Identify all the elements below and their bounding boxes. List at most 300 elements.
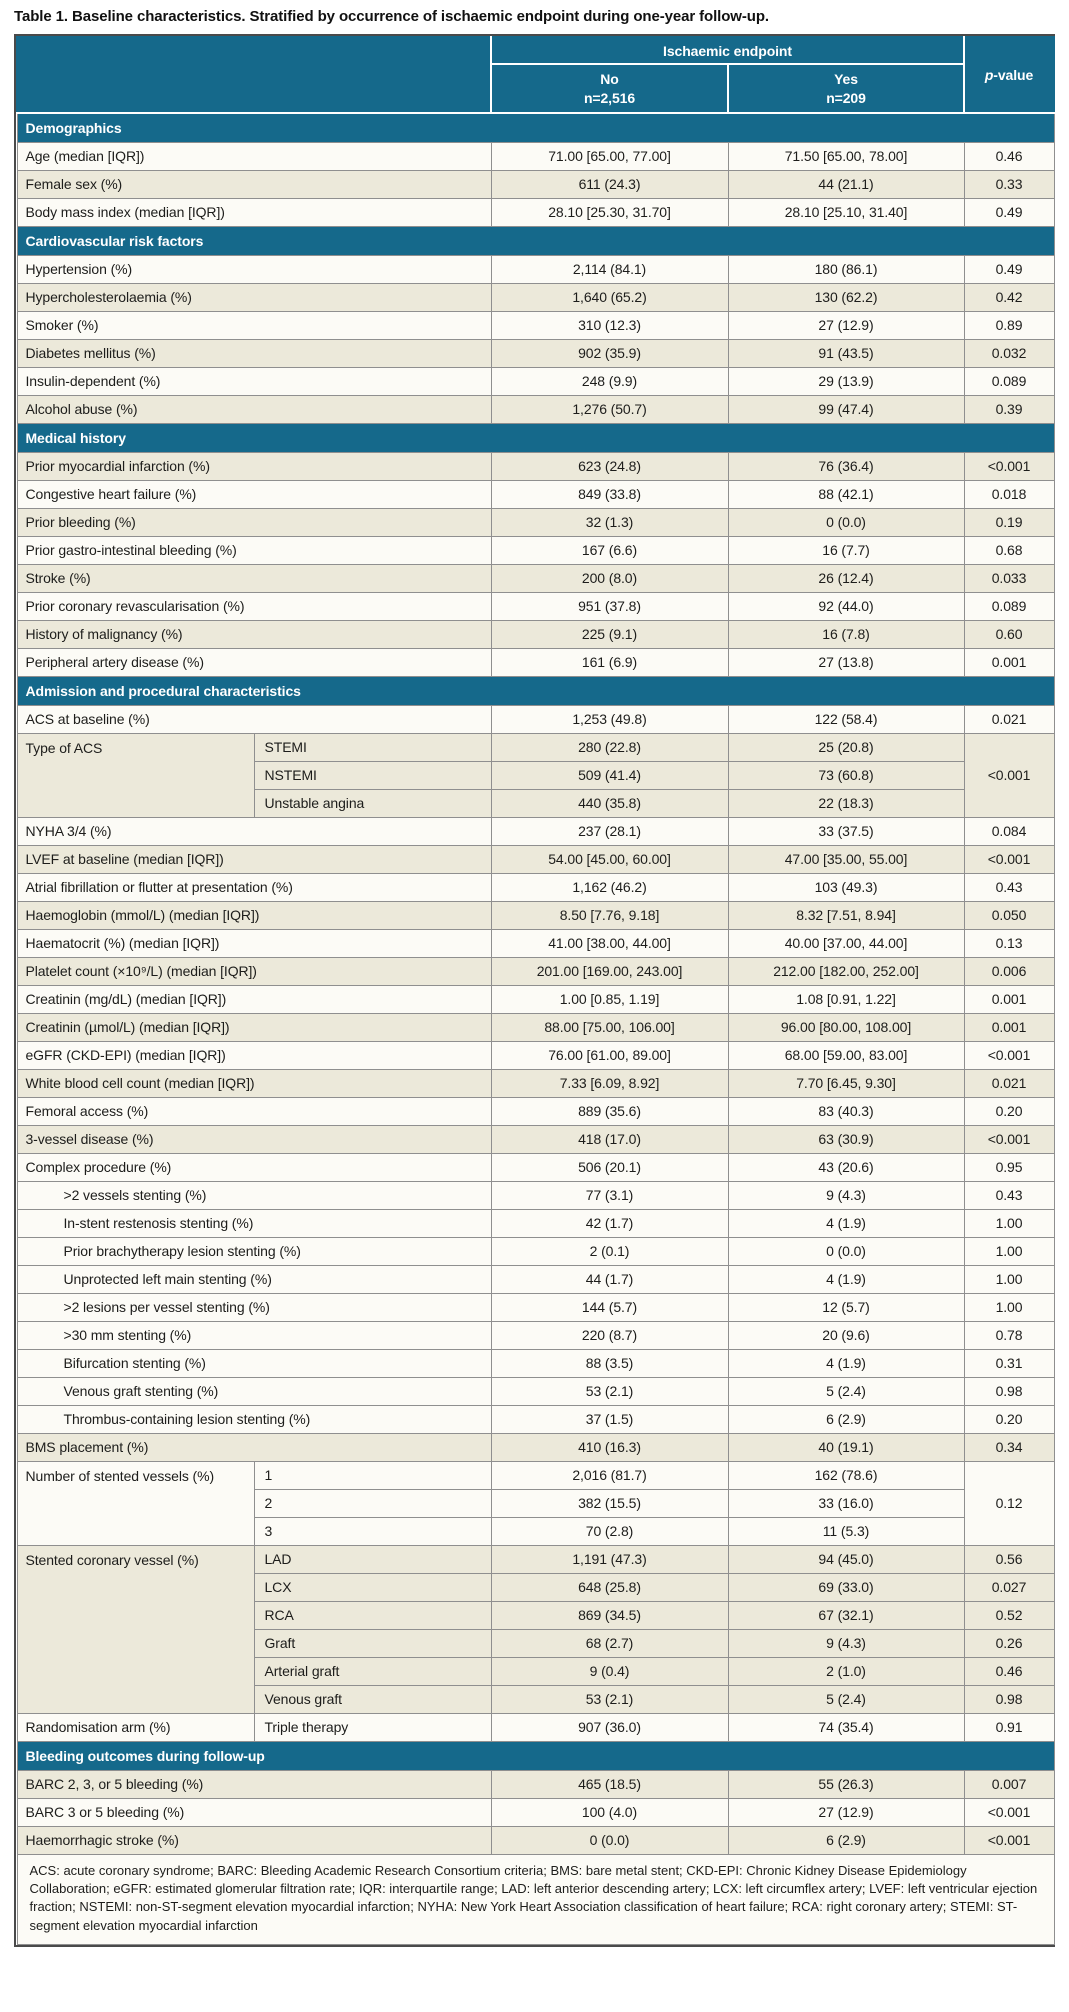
cell-no: 44 (1.7) <box>491 1265 728 1293</box>
table-row <box>17 705 1054 733</box>
cell-pvalue: 0.20 <box>964 1097 1054 1125</box>
row-sublabel: LAD <box>254 1545 491 1573</box>
cell-no: 869 (34.5) <box>491 1601 728 1629</box>
cell-pvalue: 1.00 <box>964 1209 1054 1237</box>
cell-pvalue: 0.001 <box>964 648 1054 676</box>
table-row <box>17 480 1054 508</box>
cell-yes: 76 (36.4) <box>728 452 964 480</box>
cell-yes: 122 (58.4) <box>728 705 964 733</box>
cell-yes: 55 (26.3) <box>728 1770 964 1798</box>
section-header-label: Admission and procedural characteristics <box>17 676 1054 705</box>
cell-pvalue: 1.00 <box>964 1265 1054 1293</box>
row-label: Prior bleeding (%) <box>17 508 491 536</box>
cell-no: 53 (2.1) <box>491 1685 728 1713</box>
table-row <box>17 1069 1054 1097</box>
row-label: ACS at baseline (%) <box>17 705 491 733</box>
cell-pvalue: 0.98 <box>964 1685 1054 1713</box>
header-group-row <box>17 37 1054 64</box>
table-row <box>17 845 1054 873</box>
row-label: Body mass index (median [IQR]) <box>17 198 491 226</box>
cell-yes: 130 (62.2) <box>728 283 964 311</box>
cell-yes: 83 (40.3) <box>728 1097 964 1125</box>
cell-pvalue: 0.006 <box>964 957 1054 985</box>
cell-no: 506 (20.1) <box>491 1153 728 1181</box>
cell-pvalue: 0.20 <box>964 1405 1054 1433</box>
row-label: Hypercholesterolaemia (%) <box>17 283 491 311</box>
row-label: Prior brachytherapy lesion stenting (%) <box>17 1237 491 1265</box>
cell-pvalue: 0.13 <box>964 929 1054 957</box>
row-sublabel: 2 <box>254 1489 491 1517</box>
row-sublabel: RCA <box>254 1601 491 1629</box>
cell-no: 88.00 [75.00, 106.00] <box>491 1013 728 1041</box>
table-row <box>17 1798 1054 1826</box>
cell-no: 310 (12.3) <box>491 311 728 339</box>
cell-yes: 99 (47.4) <box>728 395 964 423</box>
cell-pvalue: 0.49 <box>964 255 1054 283</box>
cell-no: 76.00 [61.00, 89.00] <box>491 1041 728 1069</box>
cell-pvalue: <0.001 <box>964 1041 1054 1069</box>
cell-no: 200 (8.0) <box>491 564 728 592</box>
cell-yes: 12 (5.7) <box>728 1293 964 1321</box>
table-row <box>17 283 1054 311</box>
header-pvalue: p-value <box>964 37 1054 113</box>
row-label: Haematocrit (%) (median [IQR]) <box>17 929 491 957</box>
row-sublabel: 1 <box>254 1461 491 1489</box>
table-row <box>17 170 1054 198</box>
cell-no: 509 (41.4) <box>491 761 728 789</box>
section-header-label: Bleeding outcomes during follow-up <box>17 1741 1054 1770</box>
row-label: Venous graft stenting (%) <box>17 1377 491 1405</box>
cell-pvalue: <0.001 <box>964 1798 1054 1826</box>
cell-no: 2,114 (84.1) <box>491 255 728 283</box>
cell-yes: 16 (7.7) <box>728 536 964 564</box>
cell-pvalue: 0.007 <box>964 1770 1054 1798</box>
table-row <box>17 1013 1054 1041</box>
row-label: Complex procedure (%) <box>17 1153 491 1181</box>
cell-yes: 2 (1.0) <box>728 1657 964 1685</box>
cell-no: 88 (3.5) <box>491 1349 728 1377</box>
row-label: Randomisation arm (%) <box>17 1713 254 1741</box>
table-row <box>17 1770 1054 1798</box>
cell-pvalue: 0.68 <box>964 536 1054 564</box>
row-label: eGFR (CKD-EPI) (median [IQR]) <box>17 1041 491 1069</box>
section-header-row <box>17 676 1054 705</box>
cell-no: 9 (0.4) <box>491 1657 728 1685</box>
cell-yes: 9 (4.3) <box>728 1181 964 1209</box>
row-label: BARC 3 or 5 bleeding (%) <box>17 1798 491 1826</box>
cell-yes: 22 (18.3) <box>728 789 964 817</box>
cell-no: 37 (1.5) <box>491 1405 728 1433</box>
cell-yes: 4 (1.9) <box>728 1265 964 1293</box>
cell-yes: 6 (2.9) <box>728 1405 964 1433</box>
row-label: Female sex (%) <box>17 170 491 198</box>
cell-yes: 91 (43.5) <box>728 339 964 367</box>
row-label: Creatinin (mg/dL) (median [IQR]) <box>17 985 491 1013</box>
header-col-no-n: n=2,516 <box>583 89 636 106</box>
cell-no: 951 (37.8) <box>491 592 728 620</box>
table-row <box>17 1041 1054 1069</box>
header-col-no-label: No <box>600 70 619 87</box>
cell-no: 144 (5.7) <box>491 1293 728 1321</box>
cell-pvalue: 0.027 <box>964 1573 1054 1601</box>
row-label: Age (median [IQR]) <box>17 142 491 170</box>
section-header-label: Cardiovascular risk factors <box>17 226 1054 255</box>
row-label: Congestive heart failure (%) <box>17 480 491 508</box>
row-label: Thrombus-containing lesion stenting (%) <box>17 1405 491 1433</box>
row-label: Prior myocardial infarction (%) <box>17 452 491 480</box>
row-label: Bifurcation stenting (%) <box>17 1349 491 1377</box>
row-label: >30 mm stenting (%) <box>17 1321 491 1349</box>
abbreviations-footnote: ACS: acute coronary syndrome; BARC: Bleeding Academic Research Consortium criteria; BMS: bare metal stent; CKD-EPI: Chronic Kidney Disease Epidemiology Collaboration; eGFR: estimated glomerular filtration rate; IQR: interquartile range; LAD: left anterior descending artery; LCX: left circumflex artery; LVEF: left ventricular ejection fraction; NSTEMI: non-ST-segment elevation myocardial infarction; NYHA: New York Heart Association classification of heart failure; RCA: right coronary artery; STEMI: ST-segment elevation myocardial infarction <box>17 1854 1054 1945</box>
row-label: Peripheral artery disease (%) <box>17 648 491 676</box>
cell-no: 7.33 [6.09, 8.92] <box>491 1069 728 1097</box>
cell-yes: 44 (21.1) <box>728 170 964 198</box>
cell-no: 2,016 (81.7) <box>491 1461 728 1489</box>
row-sublabel: Graft <box>254 1629 491 1657</box>
row-sublabel: Triple therapy <box>254 1713 491 1741</box>
cell-pvalue: 0.60 <box>964 620 1054 648</box>
section-header-row <box>17 226 1054 255</box>
cell-pvalue: 0.089 <box>964 367 1054 395</box>
cell-pvalue: <0.001 <box>964 845 1054 873</box>
section-header-label: Medical history <box>17 423 1054 452</box>
table-row <box>17 367 1054 395</box>
row-label: >2 vessels stenting (%) <box>17 1181 491 1209</box>
row-label: LVEF at baseline (median [IQR]) <box>17 845 491 873</box>
cell-yes: 212.00 [182.00, 252.00] <box>728 957 964 985</box>
cell-pvalue: 0.19 <box>964 508 1054 536</box>
table-row <box>17 1349 1054 1377</box>
row-label: Prior coronary revascularisation (%) <box>17 592 491 620</box>
cell-pvalue: 0.021 <box>964 1069 1054 1097</box>
cell-yes: 25 (20.8) <box>728 733 964 761</box>
cell-pvalue: 1.00 <box>964 1293 1054 1321</box>
table-row <box>17 395 1054 423</box>
cell-pvalue: 0.001 <box>964 1013 1054 1041</box>
table-row <box>17 985 1054 1013</box>
section-header-row <box>17 1741 1054 1770</box>
cell-no: 54.00 [45.00, 60.00] <box>491 845 728 873</box>
table-row <box>17 1181 1054 1209</box>
table-row <box>17 1713 1054 1741</box>
table-row <box>17 1461 1054 1489</box>
cell-pvalue: 0.43 <box>964 1181 1054 1209</box>
cell-no: 248 (9.9) <box>491 367 728 395</box>
row-sublabel: Arterial graft <box>254 1657 491 1685</box>
row-sublabel: LCX <box>254 1573 491 1601</box>
cell-no: 889 (35.6) <box>491 1097 728 1125</box>
header-col-yes <box>728 64 964 113</box>
cell-no: 648 (25.8) <box>491 1573 728 1601</box>
header-corner-cell <box>17 37 491 113</box>
cell-no: 849 (33.8) <box>491 480 728 508</box>
row-label: NYHA 3/4 (%) <box>17 817 491 845</box>
cell-yes: 4 (1.9) <box>728 1349 964 1377</box>
cell-yes: 162 (78.6) <box>728 1461 964 1489</box>
table-row <box>17 620 1054 648</box>
table-row <box>17 648 1054 676</box>
cell-yes: 11 (5.3) <box>728 1517 964 1545</box>
table-row <box>17 564 1054 592</box>
table-row <box>17 929 1054 957</box>
cell-no: 1.00 [0.85, 1.19] <box>491 985 728 1013</box>
cell-pvalue: 0.021 <box>964 705 1054 733</box>
cell-no: 1,253 (49.8) <box>491 705 728 733</box>
cell-no: 71.00 [65.00, 77.00] <box>491 142 728 170</box>
table-row <box>17 1265 1054 1293</box>
cell-pvalue: 0.018 <box>964 480 1054 508</box>
cell-yes: 29 (13.9) <box>728 367 964 395</box>
table-row <box>17 733 1054 761</box>
cell-yes: 73 (60.8) <box>728 761 964 789</box>
cell-yes: 180 (86.1) <box>728 255 964 283</box>
table-row <box>17 1209 1054 1237</box>
row-label: Diabetes mellitus (%) <box>17 339 491 367</box>
cell-pvalue: 0.26 <box>964 1629 1054 1657</box>
row-label: Platelet count (×10⁹/L) (median [IQR]) <box>17 957 491 985</box>
cell-yes: 28.10 [25.10, 31.40] <box>728 198 964 226</box>
row-label: Hypertension (%) <box>17 255 491 283</box>
row-label: Femoral access (%) <box>17 1097 491 1125</box>
cell-no: 382 (15.5) <box>491 1489 728 1517</box>
cell-yes: 33 (37.5) <box>728 817 964 845</box>
cell-yes: 20 (9.6) <box>728 1321 964 1349</box>
row-label: In-stent restenosis stenting (%) <box>17 1209 491 1237</box>
cell-pvalue: <0.001 <box>964 452 1054 480</box>
table-row <box>17 1377 1054 1405</box>
cell-pvalue: 0.050 <box>964 901 1054 929</box>
cell-no: 8.50 [7.76, 9.18] <box>491 901 728 929</box>
row-label: Type of ACS <box>17 733 254 817</box>
header-col-no <box>491 64 728 113</box>
table-row <box>17 957 1054 985</box>
cell-yes: 40.00 [37.00, 44.00] <box>728 929 964 957</box>
cell-yes: 26 (12.4) <box>728 564 964 592</box>
table-row <box>17 1433 1054 1461</box>
cell-yes: 88 (42.1) <box>728 480 964 508</box>
cell-yes: 5 (2.4) <box>728 1377 964 1405</box>
table-row <box>17 508 1054 536</box>
cell-yes: 63 (30.9) <box>728 1125 964 1153</box>
cell-no: 0 (0.0) <box>491 1826 728 1854</box>
row-label: Creatinin (µmol/L) (median [IQR]) <box>17 1013 491 1041</box>
row-label: Prior gastro-intestinal bleeding (%) <box>17 536 491 564</box>
cell-yes: 27 (12.9) <box>728 1798 964 1826</box>
table-body <box>17 113 1054 1854</box>
cell-pvalue: 0.56 <box>964 1545 1054 1573</box>
cell-yes: 69 (33.0) <box>728 1573 964 1601</box>
table-title: Table 1. Baseline characteristics. Stratified by occurrence of ischaemic endpoint during one-year follow-up. <box>14 8 769 25</box>
cell-pvalue: 0.46 <box>964 142 1054 170</box>
cell-pvalue: 0.98 <box>964 1377 1054 1405</box>
cell-pvalue: 0.089 <box>964 592 1054 620</box>
row-sublabel: Venous graft <box>254 1685 491 1713</box>
cell-yes: 74 (35.4) <box>728 1713 964 1741</box>
section-header-label: Demographics <box>17 113 1054 142</box>
cell-yes: 27 (12.9) <box>728 311 964 339</box>
cell-no: 902 (35.9) <box>491 339 728 367</box>
cell-no: 77 (3.1) <box>491 1181 728 1209</box>
cell-yes: 1.08 [0.91, 1.22] <box>728 985 964 1013</box>
cell-no: 161 (6.9) <box>491 648 728 676</box>
cell-pvalue: 0.032 <box>964 339 1054 367</box>
cell-yes: 47.00 [35.00, 55.00] <box>728 845 964 873</box>
row-label: Atrial fibrillation or flutter at presentation (%) <box>17 873 491 901</box>
cell-yes: 4 (1.9) <box>728 1209 964 1237</box>
cell-pvalue: <0.001 <box>964 733 1054 817</box>
table-row <box>17 817 1054 845</box>
cell-pvalue: 0.12 <box>964 1461 1054 1545</box>
cell-pvalue: <0.001 <box>964 1125 1054 1153</box>
table-row <box>17 198 1054 226</box>
cell-pvalue: 0.39 <box>964 395 1054 423</box>
cell-pvalue: 0.78 <box>964 1321 1054 1349</box>
row-sublabel: NSTEMI <box>254 761 491 789</box>
cell-yes: 96.00 [80.00, 108.00] <box>728 1013 964 1041</box>
cell-no: 280 (22.8) <box>491 733 728 761</box>
cell-pvalue: 0.89 <box>964 311 1054 339</box>
table-row <box>17 1293 1054 1321</box>
table-row <box>17 1237 1054 1265</box>
table-row <box>17 142 1054 170</box>
cell-pvalue: 0.33 <box>964 170 1054 198</box>
cell-no: 1,191 (47.3) <box>491 1545 728 1573</box>
cell-pvalue: 0.46 <box>964 1657 1054 1685</box>
row-label: History of malignancy (%) <box>17 620 491 648</box>
baseline-characteristics-table <box>16 36 1055 1945</box>
table-row <box>17 1153 1054 1181</box>
table-row <box>17 1405 1054 1433</box>
cell-pvalue: 0.001 <box>964 985 1054 1013</box>
cell-pvalue: 1.00 <box>964 1237 1054 1265</box>
cell-no: 440 (35.8) <box>491 789 728 817</box>
cell-pvalue: 0.033 <box>964 564 1054 592</box>
table-row <box>17 311 1054 339</box>
table-row <box>17 536 1054 564</box>
cell-no: 611 (24.3) <box>491 170 728 198</box>
row-label: BMS placement (%) <box>17 1433 491 1461</box>
table-row <box>17 1125 1054 1153</box>
row-label: Insulin-dependent (%) <box>17 367 491 395</box>
row-label: >2 lesions per vessel stenting (%) <box>17 1293 491 1321</box>
cell-yes: 27 (13.8) <box>728 648 964 676</box>
row-label: 3-vessel disease (%) <box>17 1125 491 1153</box>
cell-no: 53 (2.1) <box>491 1377 728 1405</box>
cell-yes: 94 (45.0) <box>728 1545 964 1573</box>
row-sublabel: Unstable angina <box>254 789 491 817</box>
cell-yes: 0 (0.0) <box>728 1237 964 1265</box>
cell-no: 42 (1.7) <box>491 1209 728 1237</box>
row-label: Haemoglobin (mmol/L) (median [IQR]) <box>17 901 491 929</box>
cell-yes: 16 (7.8) <box>728 620 964 648</box>
table-row <box>17 452 1054 480</box>
cell-pvalue: 0.52 <box>964 1601 1054 1629</box>
cell-yes: 33 (16.0) <box>728 1489 964 1517</box>
row-label: Haemorrhagic stroke (%) <box>17 1826 491 1854</box>
cell-pvalue: 0.31 <box>964 1349 1054 1377</box>
cell-yes: 6 (2.9) <box>728 1826 964 1854</box>
cell-no: 32 (1.3) <box>491 508 728 536</box>
table-header <box>17 37 1054 113</box>
cell-yes: 7.70 [6.45, 9.30] <box>728 1069 964 1097</box>
table-container <box>14 34 1055 1947</box>
cell-pvalue: 0.91 <box>964 1713 1054 1741</box>
row-label: Number of stented vessels (%) <box>17 1461 254 1545</box>
cell-pvalue: 0.43 <box>964 873 1054 901</box>
cell-no: 1,640 (65.2) <box>491 283 728 311</box>
row-label: Alcohol abuse (%) <box>17 395 491 423</box>
cell-yes: 40 (19.1) <box>728 1433 964 1461</box>
cell-no: 2 (0.1) <box>491 1237 728 1265</box>
cell-no: 465 (18.5) <box>491 1770 728 1798</box>
row-label: Stroke (%) <box>17 564 491 592</box>
row-label: White blood cell count (median [IQR]) <box>17 1069 491 1097</box>
header-col-yes-n: n=209 <box>826 89 866 106</box>
cell-no: 1,276 (50.7) <box>491 395 728 423</box>
cell-no: 28.10 [25.30, 31.70] <box>491 198 728 226</box>
cell-pvalue: 0.95 <box>964 1153 1054 1181</box>
cell-no: 410 (16.3) <box>491 1433 728 1461</box>
cell-no: 907 (36.0) <box>491 1713 728 1741</box>
cell-pvalue: <0.001 <box>964 1826 1054 1854</box>
section-header-row <box>17 423 1054 452</box>
table-row <box>17 592 1054 620</box>
cell-pvalue: 0.42 <box>964 283 1054 311</box>
table-row <box>17 255 1054 283</box>
table-row <box>17 1826 1054 1854</box>
row-sublabel: 3 <box>254 1517 491 1545</box>
cell-pvalue: 0.49 <box>964 198 1054 226</box>
cell-yes: 0 (0.0) <box>728 508 964 536</box>
header-ischaemic-endpoint: Ischaemic endpoint <box>491 37 964 64</box>
row-label: Stented coronary vessel (%) <box>17 1545 254 1713</box>
cell-no: 70 (2.8) <box>491 1517 728 1545</box>
cell-yes: 68.00 [59.00, 83.00] <box>728 1041 964 1069</box>
cell-yes: 9 (4.3) <box>728 1629 964 1657</box>
cell-no: 237 (28.1) <box>491 817 728 845</box>
table-row <box>17 1097 1054 1125</box>
cell-yes: 71.50 [65.00, 78.00] <box>728 142 964 170</box>
footnote-row <box>17 1854 1054 1945</box>
row-label: BARC 2, 3, or 5 bleeding (%) <box>17 1770 491 1798</box>
cell-yes: 8.32 [7.51, 8.94] <box>728 901 964 929</box>
row-label: Unprotected left main stenting (%) <box>17 1265 491 1293</box>
row-label: Smoker (%) <box>17 311 491 339</box>
table-footer <box>17 1854 1054 1945</box>
cell-no: 201.00 [169.00, 243.00] <box>491 957 728 985</box>
cell-yes: 67 (32.1) <box>728 1601 964 1629</box>
cell-no: 68 (2.7) <box>491 1629 728 1657</box>
cell-yes: 5 (2.4) <box>728 1685 964 1713</box>
cell-no: 41.00 [38.00, 44.00] <box>491 929 728 957</box>
table-row <box>17 1321 1054 1349</box>
cell-no: 1,162 (46.2) <box>491 873 728 901</box>
cell-no: 167 (6.6) <box>491 536 728 564</box>
table-row <box>17 873 1054 901</box>
table-row <box>17 339 1054 367</box>
cell-yes: 103 (49.3) <box>728 873 964 901</box>
cell-yes: 43 (20.6) <box>728 1153 964 1181</box>
section-header-row <box>17 113 1054 142</box>
cell-pvalue: 0.084 <box>964 817 1054 845</box>
cell-yes: 92 (44.0) <box>728 592 964 620</box>
cell-no: 418 (17.0) <box>491 1125 728 1153</box>
table-row <box>17 901 1054 929</box>
cell-no: 623 (24.8) <box>491 452 728 480</box>
header-col-yes-label: Yes <box>834 70 858 87</box>
row-sublabel: STEMI <box>254 733 491 761</box>
table-row <box>17 1545 1054 1573</box>
